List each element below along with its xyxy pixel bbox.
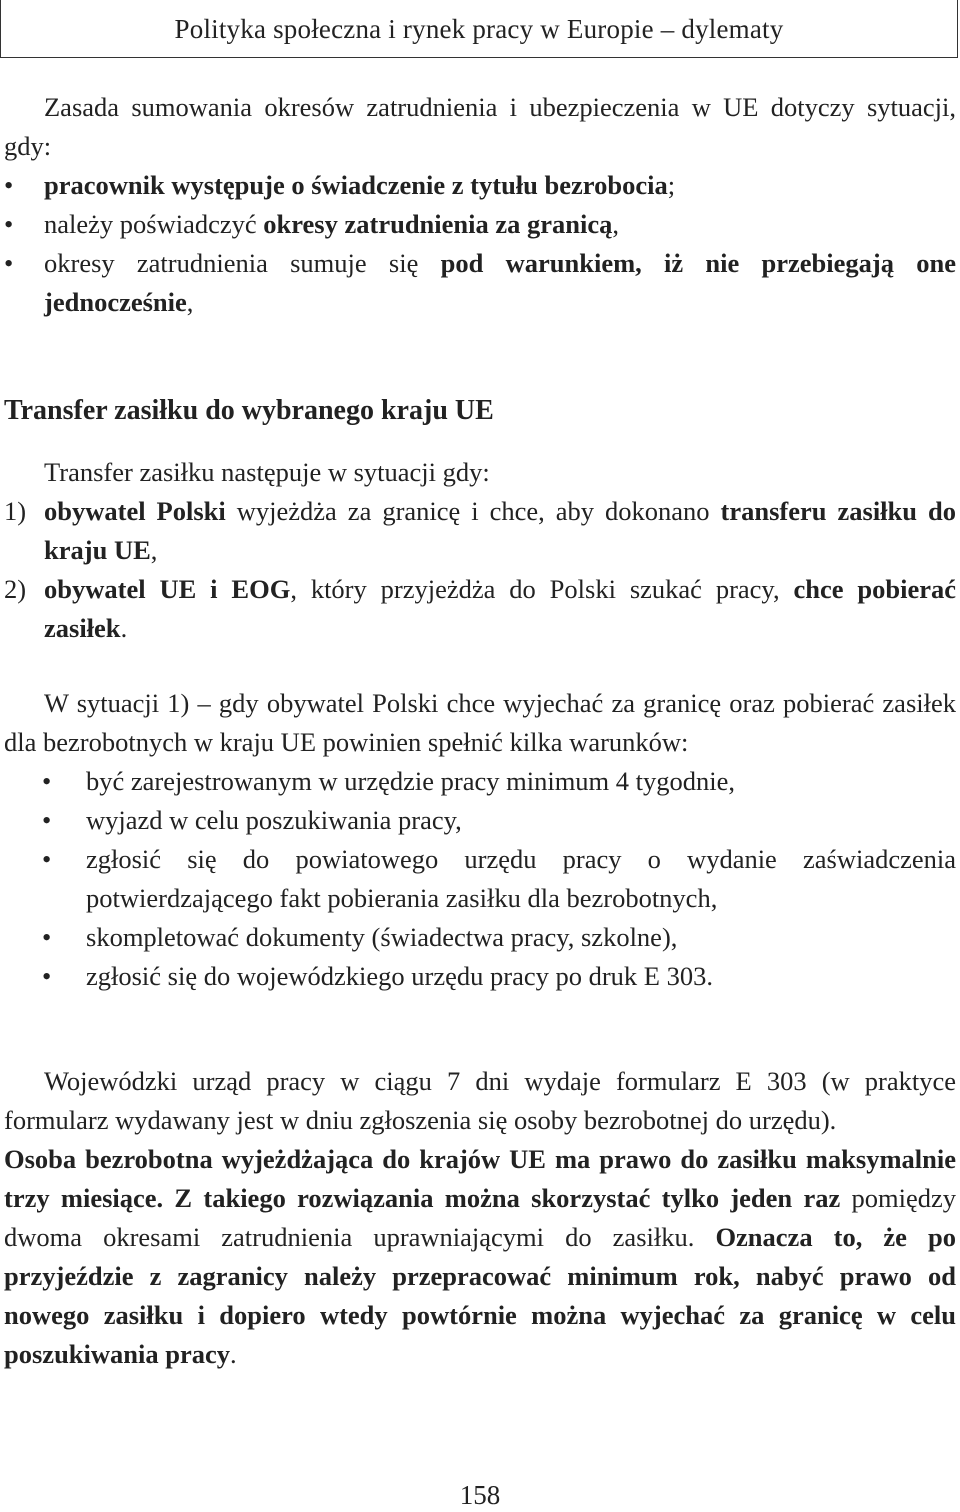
condition-item: • zgłosić się do powiatowego urzędu pracy o wydanie zaświadczenia potwierdzającego fakt pobierania zasiłku dla bezrobotnych, (4, 840, 956, 918)
item-number: 1) (4, 496, 27, 526)
section-form-e303 (4, 1062, 956, 1374)
bullet-icon: • (42, 922, 52, 952)
section3-intro: W sytuacji 1) – gdy obywatel Polski chce wyjechać za granicę oraz pobierać zasiłek dla bezrobotnych w kraju UE powinien spełnić kilka warunków: (4, 688, 956, 757)
section-benefit-transfer (4, 391, 956, 648)
bullet-icon: • (4, 248, 14, 278)
bullet-item: • okresy zatrudnienia sumuje się pod warunkiem, iż nie przebiegają one jednocześnie, (4, 244, 956, 322)
numbered-item: 2) obywatel UE i EOG, który przyjeżdża do Polski szukać pracy, chce pobierać zasiłek. (4, 570, 956, 648)
bullet-icon: • (42, 766, 52, 796)
paragraph-transfer-limits: Osoba bezrobotna wyjeżdżająca do krajów UE ma prawo do zasiłku maksymalnie trzy miesiące. Z takiego rozwiązania można skorzystać tylko jeden raz pomiędzy dwoma okresami zatrudnienia uprawniającymi do zasiłku. Oznacza to, że po przyjeździe z zagranicy należy przepracować minimum rok, nabyć prawo od nowego zasiłku i dopiero wtedy powtórnie można wyjechać za granicę w celu poszukiwania pracy. (4, 1144, 956, 1369)
bullet-item: • należy poświadczyć okresy zatrudnienia za granicą, (4, 205, 956, 244)
running-header-title: Polityka społeczna i rynek pracy w Europie – dylematy (174, 14, 784, 44)
bullet-icon: • (4, 209, 14, 239)
numbered-item: 1) obywatel Polski wyjeżdża za granicę i chce, aby dokonano transferu zasiłku do kraju UE, (4, 492, 956, 570)
condition-item: • wyjazd w celu poszukiwania pracy, (4, 801, 956, 840)
bullet-icon: • (4, 170, 14, 200)
section-summation-principle (4, 88, 956, 322)
condition-item: • skompletować dokumenty (świadectwa pracy, szkolne), (4, 918, 956, 957)
section2-intro: Transfer zasiłku następuje w sytuacji gdy: (44, 457, 490, 487)
page-number: 158 (459, 1480, 501, 1510)
section1-intro: Zasada sumowania okresów zatrudnienia i ubezpieczenia w UE dotyczy sytuacji, gdy: (4, 92, 956, 161)
bullet-icon: • (42, 844, 52, 874)
bullet-icon: • (42, 961, 52, 991)
running-header (0, 0, 958, 58)
section-heading: Transfer zasiłku do wybranego kraju UE (4, 395, 494, 426)
paragraph-form-e303: Wojewódzki urząd pracy w ciągu 7 dni wydaje formularz E 303 (w praktyce formularz wydawany jest w dniu zgłoszenia się osoby bezrobotnej do urzędu). (4, 1066, 956, 1135)
condition-item: • być zarejestrowanym w urzędzie pracy minimum 4 tygodnie, (4, 762, 956, 801)
bullet-item: • pracownik występuje o świadczenie z tytułu bezrobocia; (4, 166, 956, 205)
section-conditions (4, 684, 956, 996)
bullet-icon: • (42, 805, 52, 835)
condition-item: • zgłosić się do wojewódzkiego urzędu pracy po druk E 303. (4, 957, 956, 996)
item-number: 2) (4, 574, 27, 604)
